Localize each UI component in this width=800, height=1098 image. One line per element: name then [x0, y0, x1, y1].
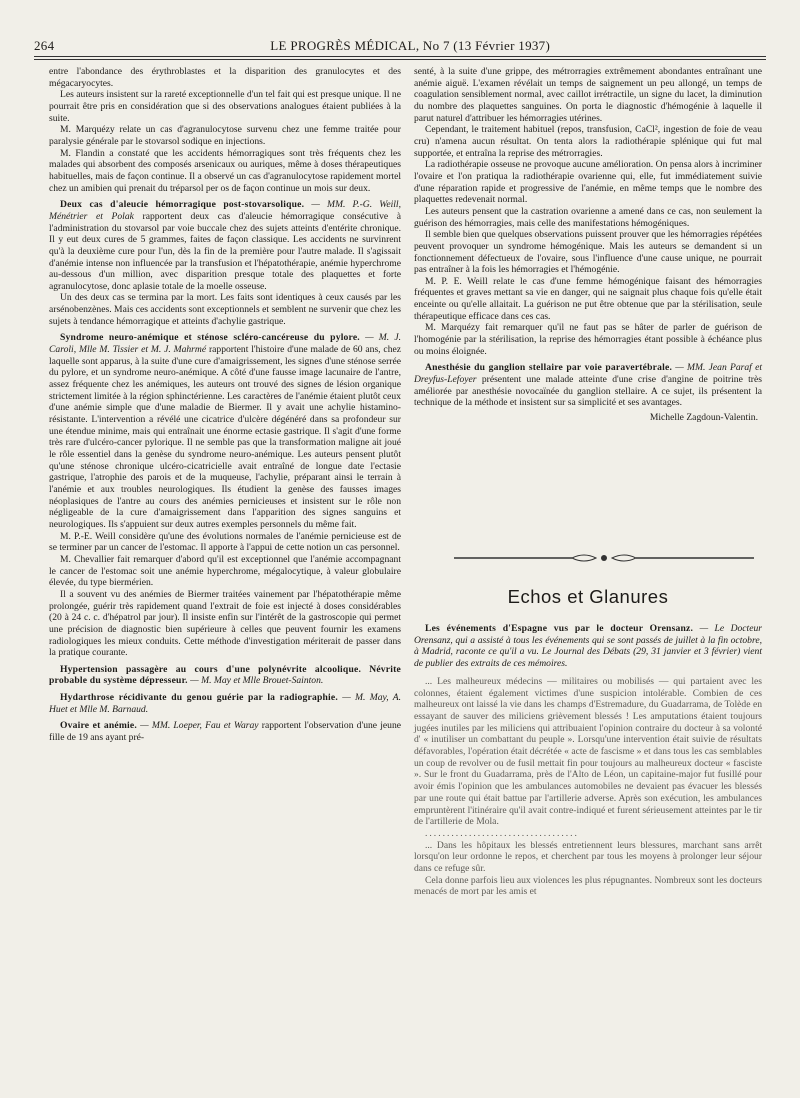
section-text: rapportent deux cas d'aleucie hémorragique consécutive à l'administration du stovarsol par voie buccale chez des sujets atteints d'entérite chronique. Il y eut deux cures de 5 grammes, faites de façon classique. Les accidents ne survinrent qu'à la deuxième cure pour l'un, dès la fin de la première pour l'autre malade. Il s'agissait d'anémie intense non influencée par la transfusion et l'hépatothérapie, anémie hyperchrome au-dessous d'un million, avec disparition presque totale des plaquettes et forte agranulocytose, donc aplasie totale de la moelle osseuse.: [49, 210, 402, 292]
paragraph: ... Les malheureux médecins — militaires ou mobilisés — qui partaient avec les colonnes, étaient également victimes d'une suspicion intolérable. Combien de ces malheureux ont laissé la vie dans les champs d'Estremadure, du Guadarrama, de Tolède en essayant de sauver des miliciens grièvement blessés ! Les amputations étaient toujours jugées inutiles par les miliciens qui attribuaient l'opinion contraire du docteur à sa volonté d' « inutiliser un combattant du peuple ». Lorsqu'une intervention était suivie de résultats défavorables, l'opération était décrétée « acte de fascisme » et dans tous les cas semblables un coup de revolver ou de fusil mettait fin pour toujours au malheureux docteur « fasciste ». Sur le front du Guadarrama, près de l'Alto de Léon, un capitaine-major fut fusillé pour avoir émis l'opinion que les ambulances automobiles ne devaient pas évacuer les blessés par une route qui était battue par l'artillerie adverse. Après son exécution, les ambulances empruntèrent l'itinéraire qu'il avait contre-indiqué et furent sérieusement atteintes par le tir de l'artillerie de Mola.: [414, 675, 762, 828]
paragraph: Les auteurs insistent sur la rareté exceptionnelle d'un tel fait qui est presque unique. Il ne pourrait être pris en considération que si des observations analogues étaient publiées à la suite.: [49, 89, 401, 124]
paragraph: Cependant, le traitement habituel (repos, transfusion, CaCl², ingestion de foie de veau cru) n'amena aucun résultat. On tenta alors la radiothérapie splénique qui fut mal supportée, et entraîna la reprise des métrorragies.: [414, 124, 762, 159]
section-authors: — M. May et Mlle Brouet-Sainton.: [190, 675, 324, 687]
section-heading: Ovaire et anémie.: [60, 720, 137, 732]
echos-section-title: Echos et Glanures: [507, 586, 669, 607]
page-header: [34, 38, 766, 54]
header-rule-double: [34, 59, 766, 60]
section-hydarthrose: [49, 692, 401, 715]
paragraph: entre l'abondance des érythroblastes et la disparition des granulocytes et des mégacaryocytes.: [49, 66, 401, 89]
paragraph: senté, à la suite d'une grippe, des métrorragies extrêmement abondantes entraînant une anémie aiguë. L'examen révélait un temps de saignement un peu allongé, un temps de coagulation sensiblement normal, avec caillot irrétractile, un signe du lacet, la diminution du nombre des plaquettes sanguines. On porta le diagnostic d'hémogénie à laquelle il parut naturel d'attribuer les hémorragies utérines.: [414, 66, 762, 124]
right-column: [414, 66, 762, 424]
paragraph: Il semble bien que quelques observations puissent prouver que les hémorragies répétées peuvent provoquer un syndrome hémogénique. Mais les auteurs se demandent si un fonctionnement défectueux de l'ovaire, sous l'influence d'une cause unique, ne pourrait pas entraîner à la fois les hémorragies et l'hémogénie.: [414, 229, 763, 276]
section-text: rapportent l'histoire d'une malade de 60 ans, chez laquelle sont apparus, à la suite d'une cure d'amaigrissement, les signes d'une sténose serrée du pylore, et un syndrome neuro-anémique. A côté d'une fausse image lacunaire de l'antre, assez fréquente chez les anémiques, les auteurs ont trouvé des signes de lésion organique strictement limitée à la région sphinctérienne. Les caractères de l'anémie étaient plutôt ceux d'une anémie simple que d'une maladie de Biermer. Il y avait une achylie histamino-résistante. L'intervention a révélé une cicatrice d'ulcère dégénéré dans sa profondeur sur une étendue minime, mais qui entraînait une énorme ectasie gastrique. Il s'agit d'une forme très rare d'ulcéro-cancer pylorique. Il ne semble pas que la transformation maligne ait joué le rôle essentiel dans la genèse du syndrome neuro-anémique. Les auteurs pensent plutôt qu'une sténose chronique ulcéro-cicatricielle avait entraîné de longue date l'ectasie gastrique, l'atrophie des parois et de la muqueuse, l'achylie, préparant ainsi le terrain à l'anémie et aux troubles neurologiques. Ils étudient la genèse des fausses images néoplasiques de l'antre au cours des anémies pernicieuses et insistent sur le rôle non négligeable de la cure d'amaigrissement dans l'apparition des signes sanguins et neurologiques. Ils s'appuient sur deux autres exemples personnels du même fait.: [49, 344, 402, 530]
paragraph: M. Chevallier fait remarquer d'abord qu'il est exceptionnel que l'anémie accompagnant le cancer de l'estomac soit une anémie hyperchrome, mégalocytique, à valeur globulaire élevée, du type biermérien.: [49, 553, 401, 589]
section-heading: Syndrome neuro-anémique et sténose scléro-cancéreuse du pylore.: [60, 332, 360, 344]
page-number: 264: [34, 38, 55, 53]
paragraph: M. Marquézy fait remarquer qu'il ne faut pas se hâter de parler de guérison de l'homogénie par la stérilisation, la reprise des hémorragies étant possible à échéance plus ou moins éloignée.: [414, 322, 762, 357]
section-heading: Hypertension passagère au cours d'une polynévrite alcoolique. Névrite probable du système dépresseur.: [49, 663, 401, 687]
paragraph: M. Flandin a constaté que les accidents hémorragiques sont très fréquents chez les malades qui absorbent des composés arsenicaux ou auriques, même à doses thérapeutiques habituelles, mais de façon continue. Il a observé un cas d'agranulocytose rapidement mortel chez un amibien qui prenait du tréparsol per os de façon continue un mois sur deux.: [49, 147, 401, 194]
paragraph: Les auteurs pensent que la castration ovarienne a amené dans ce cas, non seulement la guérison des hémorragies, mais celle des manifestations hémogéniques.: [414, 205, 762, 229]
section-ovaire: [49, 720, 401, 743]
section-authors: — M. J. Caroli, Mlle M. Tissier et M. J. Mahrmé: [49, 332, 402, 356]
left-column: [49, 66, 401, 744]
section-syndrome: [49, 332, 401, 530]
section-authors: — M. May, A. Huet et Mlle M. Barnaud.: [49, 692, 402, 715]
signature: Michelle Zagdoun-Valentin.: [649, 412, 758, 424]
echos-column: [414, 623, 762, 898]
section-anesthesie: [414, 362, 762, 409]
section-text: présentent une malade atteinte d'une crise d'angine de poitrine très améliorée par anesthésie novocaïnée du ganglion stellaire. A ce sujet, ils présentent la technique de la méthode et insistent sur sa simplicité et ses avantages.: [414, 374, 762, 409]
article-intro: [414, 623, 762, 670]
ellipsis-line: ...................................: [425, 827, 579, 839]
section-heading: Deux cas d'aleucie hémorragique post-stovarsolique.: [60, 199, 305, 211]
section-hypertension: [49, 664, 401, 687]
section-aleucie: [49, 199, 401, 292]
section-authors: — MM. Loeper, Fau et Waray: [140, 720, 259, 732]
journal-title: LE PROGRÈS MÉDICAL, No 7 (13 Février 1937): [270, 38, 551, 53]
section-heading: Anesthésie du ganglion stellaire par voie paravertébrale.: [425, 362, 673, 374]
paragraph: M. Marquézy relate un cas d'agranulocytose survenu chez une femme traitée pour paralysie générale par le stovarsol sodique en injections.: [49, 124, 401, 147]
paragraph: Un des deux cas se termina par la mort. Les faits sont identiques à ceux causés par les arsénobenzènes. Mais ces accidents sont exceptionnels et semblent ne survenir que chez les sujets à tendance hémorragique et atteints d'achylie gastrique.: [49, 292, 401, 327]
section-authors: — MM. Jean Paraf et Dreyfus-Lefoyer: [414, 362, 762, 386]
paragraph: Cela donne parfois lieu aux violences les plus répugnantes. Nombreux sont les docteurs menacés de mort par les amis et: [414, 874, 762, 898]
section-text: rapportent l'observation d'une jeune fille de 19 ans ayant pré-: [49, 720, 402, 744]
section-heading: Hydarthrose récidivante du genou guérie par la radiographie.: [60, 692, 338, 704]
paragraph: M. P.-E. Weill considère qu'une des évolutions normales de l'anémie pernicieuse est de se terminer par un cancer de l'estomac. Il apporte à l'appui de cette notion un cas personnel.: [49, 530, 401, 554]
paragraph: ... Dans les hôpitaux les blessés entretiennent leurs blessures, marchant sans arrêt lorsqu'on leur ordonne le repos, et cherchent par tous les moyens à prolonger leur séjour dans ce refuge sûr.: [414, 839, 762, 875]
article-heading: Les événements d'Espagne vus par le docteur Orensanz.: [425, 623, 694, 634]
paragraph: Il a souvent vu des anémies de Biermer traitées vainement par l'hépatothérapie même prolongée, guérir très rapidement quand l'extrait de foie est injecté à doses considérables (20 à 24 c. c. d'hépatrol par jour). Il insiste enfin sur l'intérêt de la gastroscopie qui permet une précision de diagnostic bien supérieure à celles que peuvent fournir les examens radiologiques les mieux conduits. Cette méthode d'investigation mériterait de passer dans la pratique courante.: [49, 588, 401, 659]
paragraph: La radiothérapie osseuse ne provoque aucune amélioration. On pensa alors à incriminer l'ovaire et l'on pratiqua la radiothérapie ovarienne qui, elle, fut immédiatement suivie d'une réparation rapide et progressive de l'anémie, en même temps que le nombre des plaquettes redevenait normal.: [414, 159, 762, 206]
header-rule: [34, 56, 766, 57]
article-lead: — Le Docteur Orensanz, qui a assisté à tous les événements qui se sont passés de juillet à la fin octobre, à Madrid, raconte ce qu'il a vu. Le Journal des Débats (29, 31 janvier et 3 février) vient de publier des extraits de ces mémoires.: [414, 623, 763, 670]
paragraph: M. P. E. Weill relate le cas d'une femme hémogénique faisant des hémorragies fréquentes et graves mettant sa vie en danger, qui ne saignait plus chaque fois qu'elle était enceinte ou qu'elle allaitait. La guérison ne put être obtenue que par la stérilisation, seule thérapeutique efficace dans ces cas.: [414, 275, 762, 322]
section-authors: — MM. P.-G. Weill, Ménétrier et Polak: [49, 199, 401, 222]
ornament-divider-icon: [454, 551, 754, 565]
